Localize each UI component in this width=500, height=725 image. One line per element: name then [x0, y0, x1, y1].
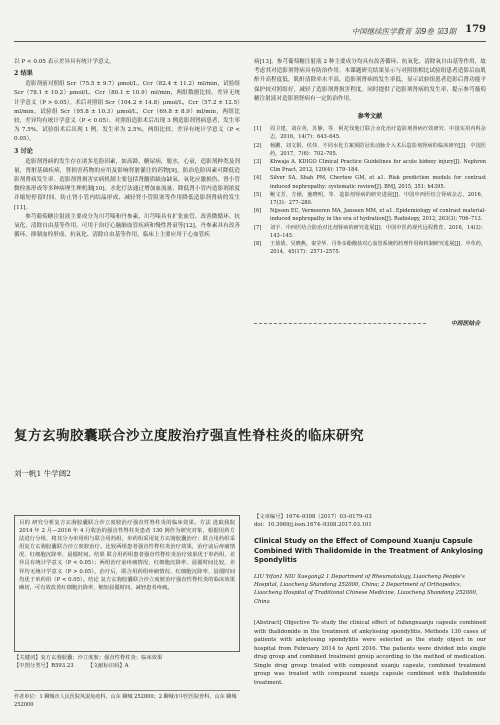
reference-item: [8] 王倩倩，吴晓燕，秦莹华．丹参多酚酸盐对心血管系统的药理作用和机制研究进展[J]．中草药，2014，45(17)：2571–2575. [254, 241, 486, 256]
clc-number: 【中图分类号】R593.23 [14, 663, 74, 670]
running-title: 中国继续医学教育 第9卷 第3期 [351, 27, 456, 36]
english-authors: LIU Yifan1 NIU Xuegang2 1 Department of Rheumatology, Liaocheng People's Hospital, Liaocheng Shandong 252000, China; 2 Department of Orthopedics, Liaocheng Hospital of Traditional Chinese Medicine, Liaocheng Shandong 252000, China [254, 574, 478, 605]
reference-item: [5] 鲍文芳，方操，施晓明，等．造影剂肾病的研究进展[J]．中国中西医结合肾病杂志，2016，17(3)：277–280. [254, 191, 486, 207]
classification-row [14, 662, 240, 670]
paragraph: 造影剂前对照组 Scr（75.5 ± 9.7）μmol/L，Ccr（82.4 ± 11.2）ml/min，试验组 Scr（78.1 ± 10.2）μmol/L，Ccr（80.1 ± 10.9）ml/min，两组数据比较，差异无统计学意义（P > 0.05）。术后对照组 Scr（104.2 ± 14.8）μmol/L，Ccr（57.2 ± 12.5）ml/min，试验组 Scr（95.8 ± 10.3）μmol/L，Ccr（69.8 ± 8.9）ml/min，两组比较，差异均有统计学意义（P < 0.05）。对照组造影术后出现 3 例造影剂肾病患者，发生率为 7.5%，试验组术后出现 1 例，发生率为 2.5%，两组比较，差异有统计学意义（P < 0.05）。 [14, 81, 240, 143]
author-affiliation-footnote: 作者单位：1 聊城市人民医院风湿免疫科，山东 聊城 252000；2 聊城市中医医院骨科，山东 聊城 252000 [14, 690, 240, 710]
page-header [14, 26, 486, 42]
right-column [254, 58, 486, 256]
paragraph: 病[13]。参芎葡萄糖注射液 2 种主要成分均具有改善循环、抗氧化、清除氧自由基等作用，故考虑其对造影剂肾病具有防治作用。本课题研究结果显示与对照组相比试验组患者造影后血肌酐升高程度低，肌酐清除率水平高，造影剂肾病的发生率低，显示试验组患者造影后肾功能平保护较对照组好，减轻了造影剂肾损害程度。同时提供了造影剂肾病的发生率，提示参芎葡萄糖注射液对造影剂肾病有一定防治作用。 [254, 59, 486, 102]
reference-item: [2] 杨鹏，刘文娟，侯伟．不同水化方案预防冠状动脉介入术后造影剂肾病的临床研究[J]．中国医药，2017，7(6)：702–705. [254, 142, 486, 157]
english-abstract: [Abstract] Objective To study the clinical effect of fufangxuanju capsule combined with thalidomide in the treatment of ankylosing spondylitis. Methods 130 cases of patients with ankylosing spondylitis were selected as the study object in our hospital from February 2014 to April 2016. The patients were divided into single drug group and combined treatment group according to the method of medication. Single drug group treated with compound xuanju capsule, combined treatment group was treated with compound xuanju capsule combined with thalidomide treatment. [254, 620, 486, 686]
article-authors: 刘一帆1 牛学阔2 [14, 469, 71, 478]
section-label: 中西医结合 [451, 321, 480, 327]
paragraph: 以 P < 0.05 表示差异具有统计学意义。 [14, 59, 115, 65]
document-code: 【文献标识码】A [87, 663, 129, 670]
english-title: Clinical Study on the Effect of Compound Xuanju Capsule Combined With Thalidomide in the Treatment of Ankylosing Spondylitis [254, 537, 483, 564]
reference-list [254, 125, 486, 256]
article-number: 【文章编号】1674–9308（2017）03–0179–03 [254, 514, 372, 520]
left-column [14, 58, 240, 240]
reference-item: [7] 刘宇．中西医结合防治对比剂肾病的研究进展[J]．中国中医药现代远程教育，2016，14(3)：143–145. [254, 224, 486, 239]
divider [254, 323, 426, 324]
paragraph: 参芎葡萄糖注射液主要成分为川芎嗪和丹参素，川芎嗪具有扩张血管、改善微循环、抗氧化、清除自由基等作用，可用于治疗心脑肺血管疾病和慢性肾衰等[12]。丹参素具有改善循环、抑制血栓形成、抗氧化、清除自由基等作用，临床上主要应用于心血管疾 [14, 213, 240, 239]
chinese-abstract: 目的 研究分析复方玄驹胶囊联合沙立度胺治疗强直性脊柱炎的临床效果。方法 选取我院 2014 年 2 月—2016 年 4 月收治的强直性脊柱炎患者 130 例作为研究对象，根据用药方法进行分组，将其分为单用组与联合用药组，单药组采用复方玄驹胶囊治疗；联合用药组采用复方玄驹胶囊联合沙立度胺治疗。比较两组患者强直性脊柱炎治疗效果，治疗前后疼痛情况、红细胞沉降率、晨僵时间。结果 联合用药组患者强直性脊柱炎治疗效果优于单药组，差异具有统计学意义（P < 0.05）；两组治疗前疼痛情况、红细胞沉降率、晨僵时间比较，差异均无统计学意义（P > 0.05），治疗后，联合用药组疼痛情况、红细胞沉降率、晨僵时间均优于单药组（P < 0.05）。结论 复方玄驹胶囊联合沙立度胺治疗强直性脊柱炎的临床效果确切，可有效改善红细胞沉降率，缩短晨僵时间，减轻患者疼痛。 [14, 515, 240, 652]
reference-item: [1] 周卫建，刘存英，苏静，等．阿托伐他汀联合水化治疗造影剂肾病疗效研究．中国实用内科杂志，2016，14(7)：643–645. [254, 126, 486, 141]
keywords: 【关键词】复方玄驹胶囊；沙立度胺；强直性脊柱炎；临床效果 [14, 655, 163, 661]
article-metadata [254, 513, 486, 529]
paragraph: 造影剂肾病的发生存在诸多危险因素，如高龄，糖尿病，脱水，心衰，造影剂种类及剂量，肾脏基础疾病，肾损害药物的应用及影响肾脏灌注的药物[9]，防治危险因素可降低造影剂肾病发生率。造影剂肾损害实病机制主要包括肾髓质缺血缺氧、氧化应激损伤、肾小管微栓塞形成等多种病理生理机制[10]。水化疗法通过增加血流量、降低肾小管内造影剂浓度并缩短停留时间、防止肾小管内结晶形成、减轻肾小管阻塞等作用降低造影剂肾病的发生[11]。 [14, 158, 240, 211]
reference-item: [6] Nijssen EC, Vermeeren MA, Janssen MM, et a1. Epidemiology of contrast material-induced nephropathy in the era of hydration[J]. Radiology, 2012, 263(3): 706–713. [254, 208, 486, 223]
section-end-marker [254, 318, 486, 328]
article-title: 复方玄驹胶囊联合沙立度胺治疗强直性脊柱炎的临床研究 [14, 428, 364, 444]
doi: doi：10.3969/j.issn.1674–9308.2017.03.101 [254, 522, 372, 528]
keywords-block [14, 654, 240, 670]
reference-item: [4] Silver SA, Shah PM, Chertow GM, et a1. Risk prediction models for contrast induced nephropathy: systematic review[J]. BMJ, 2015, 351: h4395. [254, 175, 486, 190]
reference-item: [3] Khwaja A. KDIGO Clinical Practice Guidelines for acute kidney injury[J]. Nephron Clin Pract, 2012, 120(4): 179–184. [254, 159, 486, 174]
page-number: 179 [465, 24, 486, 35]
section-heading-discussion: 3 讨论 [14, 147, 33, 155]
section-heading-results: 2 结果 [14, 70, 33, 78]
references-heading: 参考文献 [357, 113, 383, 121]
